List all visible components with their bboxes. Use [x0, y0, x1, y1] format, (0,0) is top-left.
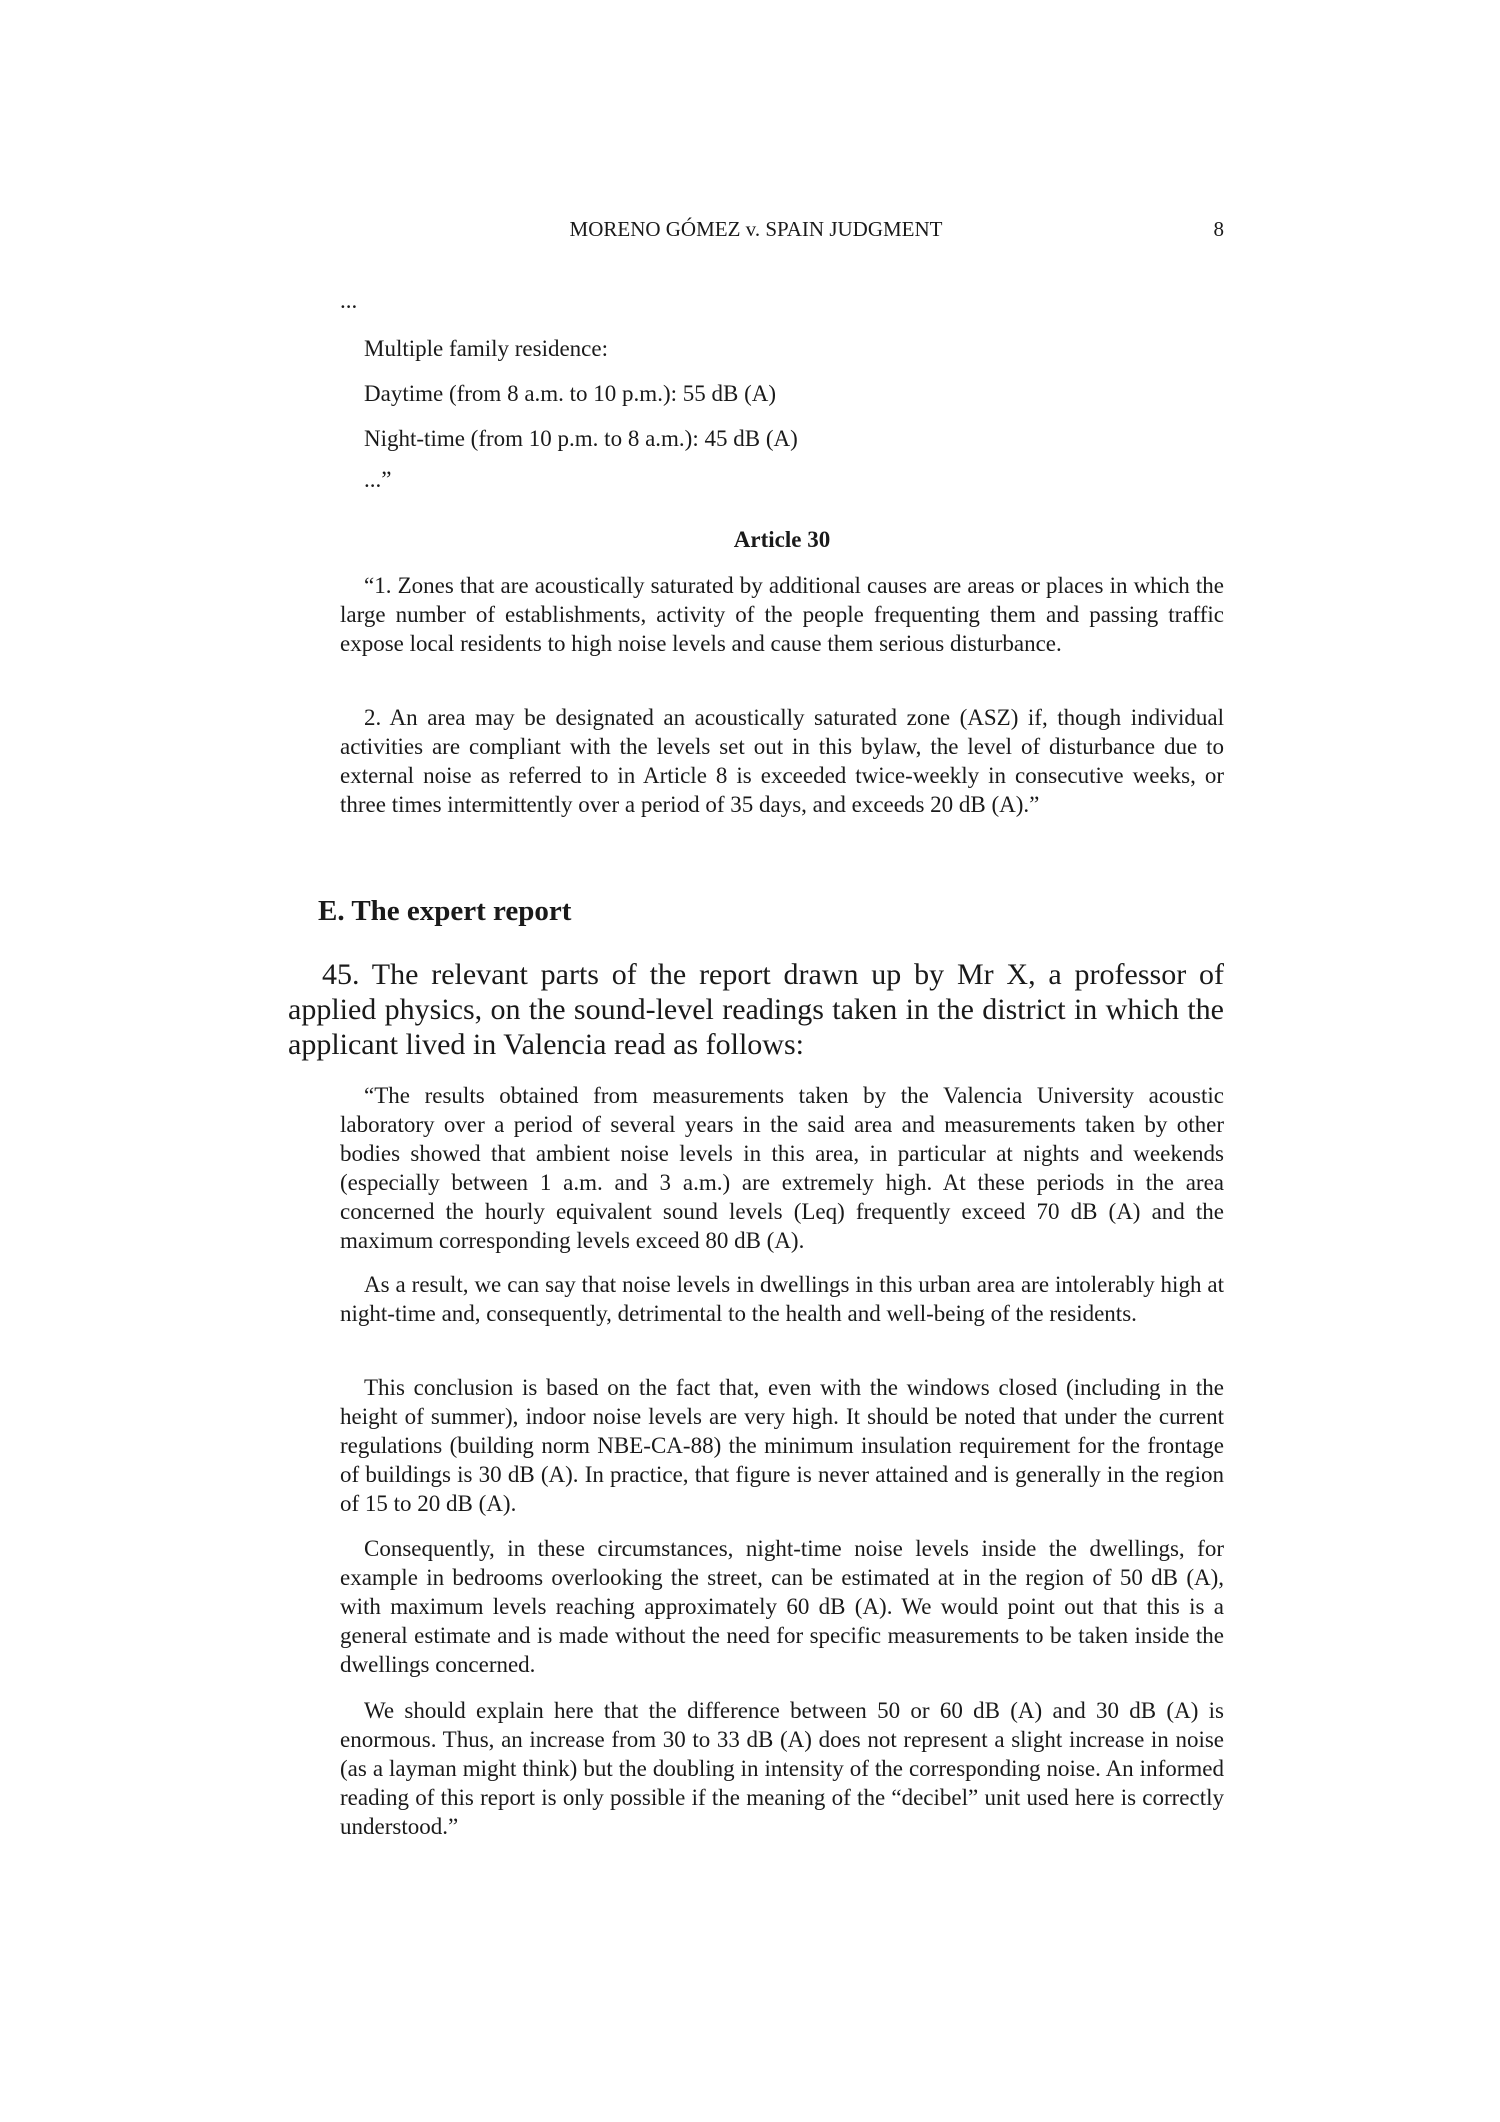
expert-quote-paragraph-4: Consequently, in these circumstances, night-time noise levels inside the dwellings, for example in bedrooms overlooking the street, can be estimated at in the region of 50 dB (A), with maximum levels reaching approximately 60 dB (A). We would point out that this is a general estimate and is made without the need for specific measurements to be taken inside the dwellings concerned.: [340, 1536, 1224, 1677]
daytime-limit: Daytime (from 8 a.m. to 10 p.m.): 55 dB (A): [364, 381, 777, 406]
expert-quote-paragraph-5: We should explain here that the difference between 50 or 60 dB (A) and 30 dB (A) is enormous. Thus, an increase from 30 to 33 dB (A) does not represent a slight increase in noise (as a layman might think) but the doubling in intensity of the corresponding noise. An informed reading of this report is only possible if the meaning of the “decibel” unit used here is correctly understood.”: [340, 1698, 1224, 1839]
article-30-paragraph-2: 2. An area may be designated an acoustically saturated zone (ASZ) if, though individual activities are compliant with the levels set out in this bylaw, the level of disturbance due to external noise as referred to in Article 8 is exceeded twice-weekly in consecutive weeks, or three times intermittently over a period of 35 days, and exceeds 20 dB (A).”: [340, 705, 1224, 817]
page-number: 8: [1213, 217, 1224, 241]
paragraph-45: 45. The relevant parts of the report drawn up by Mr X, a professor of applied physics, on the sound-level readings taken in the district in which the applicant lived in Valencia read as follows:: [288, 958, 1224, 1061]
article-30-paragraph-1: “1. Zones that are acoustically saturated by additional causes are areas or places in which the large number of establishments, activity of the people frequenting them and passing traffic expose local residents to high noise levels and cause them serious disturbance.: [340, 573, 1224, 656]
ellipsis-start: ...: [340, 288, 358, 313]
article-30-heading: Article 30: [733, 527, 831, 552]
expert-quote-paragraph-1: “The results obtained from measurements taken by the Valencia University acoustic laboratory over a period of several years in the said area and measurements taken by other bodies showed that ambient noise levels in this area, in particular at nights and weekends (especially between 1 a.m. and 3 a.m.) are extremely high. At these periods in the area concerned the hourly equivalent sound levels (Leq) frequently exceed 70 dB (A) and the maximum corresponding levels exceed 80 dB (A).: [340, 1083, 1224, 1253]
ellipsis-end: ...”: [364, 467, 392, 492]
header-title: MORENO GÓMEZ v. SPAIN JUDGMENT: [569, 217, 943, 241]
section-e-heading: E. The expert report: [318, 895, 572, 927]
expert-quote-paragraph-3: This conclusion is based on the fact that, even with the windows closed (including in the height of summer), indoor noise levels are very high. It should be noted that under the current regulations (building norm NBE-CA-88) the minimum insulation requirement for the frontage of buildings is 30 dB (A). In practice, that figure is never attained and is generally in the region of 15 to 20 dB (A).: [340, 1375, 1224, 1516]
expert-quote-paragraph-2: As a result, we can say that noise levels in dwellings in this urban area are intolerably high at night-time and, consequently, detrimental to the health and well-being of the residents.: [340, 1272, 1224, 1326]
residence-type: Multiple family residence:: [364, 336, 608, 361]
running-header: [288, 214, 1224, 244]
nighttime-limit: Night-time (from 10 p.m. to 8 a.m.): 45 dB (A): [364, 426, 798, 451]
